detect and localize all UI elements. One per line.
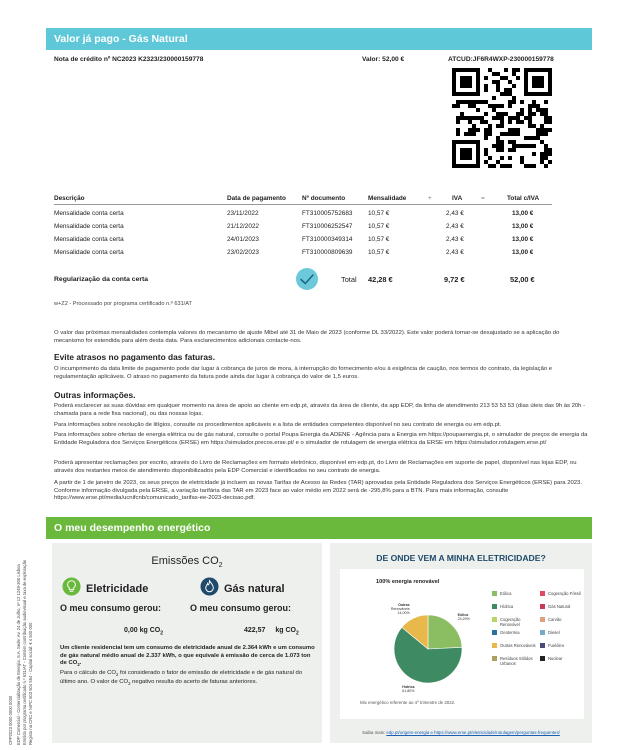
late-payment-title: Evite atrasos no pagamento das faturas. (54, 352, 216, 362)
gas-co2-value: 422,57 kg $CO_2$ (244, 627, 299, 637)
gas-label: Gás natural (224, 583, 285, 595)
learn-more-links[interactable]: edp.pt/origem-energia e https://www.erse.pt/eletricidade/rotulagem/perguntas-frequentes/ (386, 730, 560, 735)
legend-label: Nuclear (548, 655, 563, 661)
info-complaints: Poderá apresentar reclamações por escrito, através do Livro de Reclamações em formato eletrónico, disponível em edp.pt, do Livro de Reclamações em suporte de papel, disponível nas lojas EDP, ou através dos restantes meios de atendimento disponibilizados pela EDP Comercial e identificados no seu contrato de energia. (54, 460, 577, 474)
electricity-caption: O meu consumo gerou: (60, 603, 162, 613)
legend-swatch (492, 630, 497, 635)
pie-label: Hídrica 61,80% (402, 684, 415, 693)
chart-subtitle: 100% energia renovável (376, 579, 440, 585)
qr-code (452, 68, 552, 168)
late-payment-text: O incumprimento da data limite de pagamento pode dar lugar à cobrança de juros de mora, à interrupção do fornecimento e/ou à exigência de caução, nos termos do contrato, da legislação e regulamentação aplicáveis. O atraso no pagamento da fatura pode ainda dar lugar à cobrança do valor de 1,5 euros. (54, 366, 553, 380)
table-row: Mensalidade conta certa 23/02/2023 FT310000809639 10,57 € 2,43 € 13,00 € (54, 249, 534, 256)
other-info-title: Outras informações. (54, 390, 136, 400)
emissions-reference: Um cliente residencial tem um consumo de eletricidade anual de 2.364 kWh e um consumo de gás natural médio anual de 2.337 kWh, o que equivale à emissão de cerca de 1.073 ton de $CO_2$. (60, 645, 315, 668)
legend-label: Carvão (548, 616, 562, 622)
plus-sign: + (428, 195, 432, 202)
col-payment-date: Data de pagamento (227, 195, 286, 202)
info-disputes: Para informações sobre resolução de litígios, consulte os procedimentos aplicáveis e a lista de entidades competentes disponível no seu contrato de energia ou em edp.pt. (54, 422, 502, 428)
check-icon (295, 267, 319, 291)
info-offers: Para informações sobre ofertas de energia elétrica ou de gás natural, consulte o portal Poupa Energia da ADENE - Agência para a Energia em https://poupaenergia.pt, o simulador de preços de energia da Entidade Reguladora dos Serviços Energéticos (ERSE) em https://simulador.precos.erse.pt/ e o simulador de rotulagem de energia elétrica da ERSE em https://simulador.rotulagem.erse.pt/ (54, 432, 588, 446)
learn-more: Saiba mais: edp.pt/origem-energia e https://www.erse.pt/eletricidade/rotulagem/perguntas-frequentes/ (362, 730, 560, 735)
credit-note-number: Nota de crédito nº NC2023 K2323/230000159778 (54, 56, 204, 63)
summary-total: 52,00 € (510, 275, 535, 284)
mix-footnote: Mix energético referente ao 4º trimestre de 2022. (360, 700, 456, 705)
origin-title: DE ONDE VEM A MINHA ELETRICIDADE? (376, 553, 546, 563)
emissions-title: Emissões $CO_2$ (151, 555, 223, 570)
col-description: Descrição (54, 195, 85, 202)
col-iva: IVA (452, 195, 463, 202)
legend-label: Outras Renováveis (500, 642, 536, 648)
legend-swatch (540, 604, 545, 609)
legend-swatch (540, 591, 545, 596)
col-monthly: Mensalidade (368, 195, 407, 202)
info-support: Poderá esclarecer as suas dúvidas em qualquer momento na área de apoio ao cliente em edp.pt, através da área de cliente, da app EDP, da linha de atendimento 213 53 53 53 (dias úteis das 9h às 20h - chamada para a rede fixa nacional), ou das nossas lojas. (54, 403, 586, 417)
legend-label: Eólica (500, 590, 512, 596)
section-header-performance (46, 517, 592, 539)
header-divider (54, 204, 552, 205)
legend-swatch (492, 617, 497, 622)
legend-swatch (540, 617, 545, 622)
equals-sign: = (481, 195, 485, 202)
table-row: Mensalidade conta certa 21/12/2022 FT310006252547 10,57 € 2,43 € 13,00 € (54, 223, 534, 230)
col-total: Total c/IVA (507, 195, 540, 202)
pie-label: Outras Renováveis 14,00% (390, 603, 410, 616)
side-legal-text: CPP2023 0000 0000 0000 EDP Comercial - Comercialização de Energia, S.A. Sede: Av. 24 de Julho, nº 12 1249-300 Lisboa Emitido por programa certificado n.º 631/AT - Contém contribuição audiovisual e taxa de exploração Registo na CRC e NIPC 503 504 564 - Capital social: € 4 500 000 (8, 559, 33, 745)
gas-caption: O meu consumo gerou: (190, 603, 292, 613)
emissions-method-note: Para o cálculo de $CO_2$ foi considerado o fator de emissão de eletricidade e de gás natural do último ano. O valor de $CO_2$ negativo resulta do acerto de faturas anteriores. (60, 670, 303, 686)
legend-label: Hídrica (500, 603, 514, 609)
pie-label: Eólica 24,20% (457, 612, 470, 621)
legend-label: Resíduos Sólidos Urbanos (500, 655, 533, 666)
legend-label: Fuelóleo (548, 642, 565, 648)
legend-swatch (492, 643, 497, 648)
legend-swatch (492, 604, 497, 609)
mibel-notice: O valor das próximas mensalidades contempla valores do mecanismo de ajuste Mibel até 31 de Maio de 2023 (conforme DL 33/2022). Este valor poderá tornar-se desajustado se a aplicação do mecanismo for estendida para além desta data. Para esclarecimentos adicionais contacte-nos. (54, 330, 560, 344)
legend-label: Cogeração Renovável (500, 616, 521, 627)
lightbulb-icon (62, 577, 81, 596)
legend-swatch (540, 630, 545, 635)
legend-label: Gás Natural (548, 603, 571, 609)
certification-text: w+Z2 - Processado por programa certificado n.º 631/AT (54, 301, 192, 307)
summary-total-label: Total (341, 275, 357, 284)
summary-iva: 9,72 € (444, 275, 465, 284)
electricity-origin-card (330, 543, 592, 743)
section-header-paid (46, 28, 592, 50)
table-row: Mensalidade conta certa 23/11/2022 FT310005752683 10,57 € 2,43 € 13,00 € (54, 210, 534, 217)
electricity-co2-value: 0,00 kg $CO_2$ (124, 627, 163, 637)
legend-swatch (492, 656, 497, 661)
legend-swatch (492, 591, 497, 596)
credit-note-value: Valor: 52,00 € (362, 56, 405, 63)
atcud-code: ATCUD:JF6R4WXP-230000159778 (448, 56, 554, 63)
legend-swatch (540, 656, 545, 661)
legend-label: Cogeração Fóssil (548, 590, 581, 596)
legend-swatch (540, 643, 545, 648)
flame-icon (200, 577, 219, 596)
electricity-label: Eletricidade (86, 583, 149, 595)
legend-label: Geotermia (500, 629, 520, 635)
emissions-card (52, 543, 322, 743)
section-title: Valor já pago - Gás Natural (54, 33, 188, 45)
info-tariffs: A partir de 1 de janeiro de 2023, os seus preços de eletricidade já incluem as novas Tarifas de Acesso às Redes (TAR) aprovadas pela Entidade Reguladora dos Serviços Energéticos (ERSE) para 2023. Conforme informação divulgada pela ERSE, a variação tarifária das TAR em 2023 face ao valor médio em 2022 será de -295,8% para a BTN. Para mais informação, consulte https://www.erse.pt/media/ucnifcnb/comunicado_tarifas-ee-2023-decisao.pdf. (54, 480, 582, 502)
summary-monthly: 42,28 € (368, 275, 393, 284)
legend-label: Diesel (548, 629, 560, 635)
col-document: Nº documento (302, 195, 346, 202)
table-row: Mensalidade conta certa 24/01/2023 FT310000349314 10,57 € 2,43 € 13,00 € (54, 236, 534, 243)
energy-pie-chart (378, 599, 478, 699)
performance-title: O meu desempenho energético (54, 522, 211, 534)
origin-chart-panel (340, 569, 584, 719)
summary-label: Regularização da conta certa (54, 276, 149, 283)
